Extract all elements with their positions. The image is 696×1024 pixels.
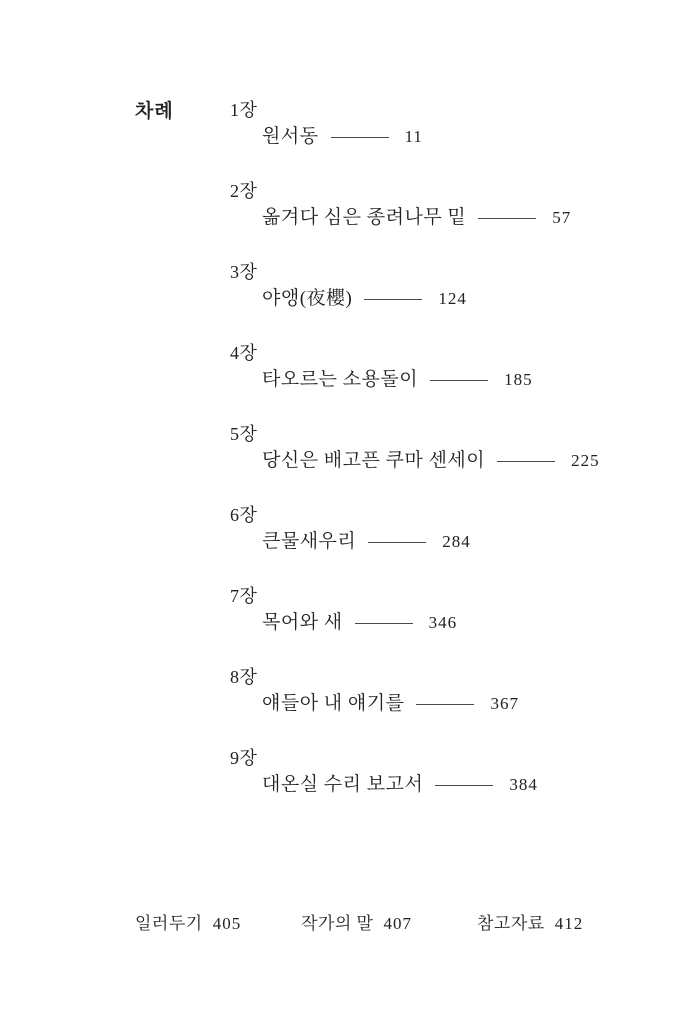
leader-rule (497, 461, 555, 462)
leader-rule (416, 704, 474, 705)
chapter-number: 9장 (230, 748, 258, 768)
chapter-entry (230, 583, 670, 636)
footer-page-number: 405 (212, 914, 242, 933)
leader-rule (478, 218, 536, 219)
chapter-title-line (262, 528, 670, 555)
chapter-title: 야앵(夜櫻) (262, 288, 353, 309)
leader-rule (355, 623, 413, 624)
footer-page-number: 407 (383, 914, 412, 933)
footer-entry-references (477, 912, 583, 936)
chapter-page-number: 384 (509, 775, 538, 794)
chapter-number: 5장 (230, 424, 258, 444)
chapter-entry (230, 340, 670, 393)
chapter-title: 타오르는 소용돌이 (262, 369, 419, 390)
chapter-number: 3장 (230, 262, 258, 282)
chapter-entry (230, 259, 670, 312)
chapter-title: 당신은 배고픈 쿠마 센세이 (262, 450, 486, 471)
chapter-title: 원서동 (262, 126, 319, 147)
chapter-entry (230, 502, 670, 555)
chapter-title: 얘들아 내 얘기를 (262, 693, 405, 714)
chapter-title: 대온실 수리 보고서 (262, 774, 424, 795)
leader-rule (368, 542, 426, 543)
chapter-title-line (262, 690, 670, 717)
footer-entry-notes (135, 912, 241, 936)
chapter-entry (230, 745, 670, 798)
chapter-title: 목어와 새 (262, 612, 343, 633)
chapter-page-number: 284 (442, 532, 471, 551)
chapter-title-line (262, 447, 670, 474)
chapter-entry (230, 97, 670, 150)
chapter-title-line (262, 771, 670, 798)
chapter-title: 옮겨다 심은 종려나무 밑 (262, 207, 467, 228)
chapter-page-number: 367 (490, 694, 519, 713)
leader-rule (435, 785, 493, 786)
footer-label: 참고자료 (477, 914, 545, 933)
chapter-page-number: 185 (504, 370, 533, 389)
chapter-title-line (262, 204, 670, 231)
chapter-list (230, 97, 670, 826)
chapter-page-number: 225 (571, 451, 600, 470)
footer-page-number: 412 (554, 914, 584, 933)
footer-label: 작가의 말 (301, 914, 374, 933)
leader-rule (364, 299, 422, 300)
footer-entry-authors-note (301, 912, 412, 936)
chapter-title: 큰물새우리 (262, 531, 357, 552)
chapter-number: 7장 (230, 586, 258, 606)
chapter-entry (230, 421, 670, 474)
chapter-number: 6장 (230, 505, 258, 525)
chapter-title-line (262, 285, 670, 312)
chapter-page-number: 346 (428, 613, 458, 632)
chapter-title-line (262, 609, 670, 636)
chapter-page-number: 11 (404, 127, 423, 146)
chapter-number: 1장 (230, 100, 258, 120)
chapter-entry (230, 178, 670, 231)
chapter-page-number: 57 (552, 208, 572, 227)
chapter-page-number: 124 (438, 289, 467, 308)
leader-rule (331, 137, 389, 138)
chapter-number: 4장 (230, 343, 258, 363)
toc-heading: 차례 (135, 101, 174, 122)
chapter-title-line (262, 123, 670, 150)
chapter-title-line (262, 366, 670, 393)
chapter-number: 2장 (230, 181, 258, 201)
chapter-number: 8장 (230, 667, 258, 687)
footer-label: 일러두기 (135, 914, 203, 933)
chapter-entry (230, 664, 670, 717)
leader-rule (430, 380, 488, 381)
